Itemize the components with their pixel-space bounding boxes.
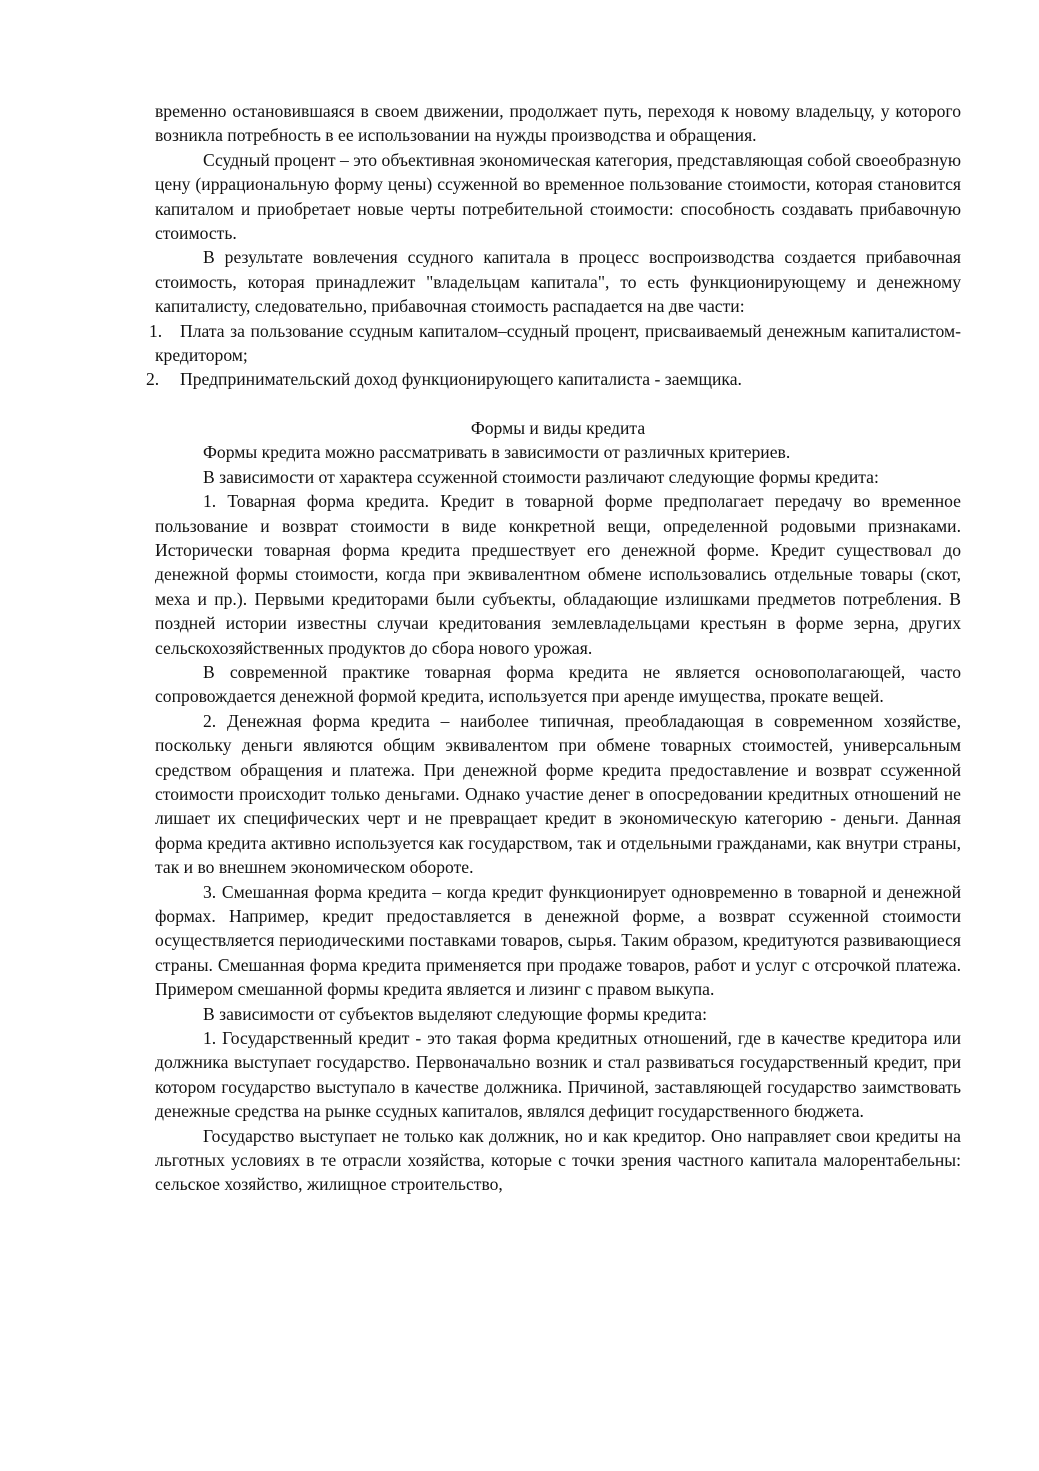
- list-item-number: 1.: [149, 320, 163, 341]
- paragraph-loan-interest: Ссудный процент – это объективная экономическая категория, представляющая собой своеобразную цену (иррациональную форму цены) ссуженной во временное пользование стоимости, которая становится капиталом и приобретает новые черты потребительной стоимости: способность создавать прибавочную стоимость.: [155, 149, 961, 244]
- paragraph-state-creditor: Государство выступает не только как должник, но и как кредитор. Оно направляет свои кредиты на льготных условиях в те отрасли хозяйства, которые с точки зрения частного капитала малорентабельны: сельское хозяйство, жилищное строительство,: [155, 1125, 961, 1195]
- paragraph-commodity-form: 1. Товарная форма кредита. Кредит в товарной форме предполагает передачу во временное пользование и возврат стоимости в виде конкретной вещи, определенной родовыми признаками. Исторически товарная форма кредита предшествует его денежной форме. Кредит существовал до денежной формы стоимости, когда при эквивалентном обмене использовались отдельные товары (скот, меха и пр.). Первыми кредиторами были субъекты, обладающие излишками предметов потребления. В поздней истории известны случаи кредитования землевладельцами крестьян в форме зерна, других сельскохозяйственных продуктов до сбора нового урожая.: [155, 491, 961, 658]
- section-heading: Формы и виды кредита: [470, 417, 646, 438]
- list-item-text: Плата за пользование ссудным капиталом–ссудный процент, присваиваемый денежным капиталистом-кредитором;: [155, 320, 961, 366]
- list-item: [149, 319, 961, 368]
- paragraph-forms-by-value: В зависимости от характера ссуженной стоимости различают следующие формы кредита:: [203, 466, 879, 487]
- paragraph-money-form: 2. Денежная форма кредита – наиболее типичная, преобладающая в современном хозяйстве, поскольку деньги являются общим эквивалентом при обмене товарных стоимостей, универсальным средством обращения и платежа. При денежной форме кредита предоставление и возврат ссуженной стоимости происходит только деньгами. Однако участие денег в опосредовании кредитных отношений не лишает их специфических черт и не превращает кредит в экономическую категорию - деньги. Данная форма кредита активно используется как государством, так и отдельными гражданами, как внутри страны, так и во внешнем экономическом обороте.: [155, 710, 961, 878]
- list-item-text: Предпринимательский доход функционирующего капиталиста - заемщика.: [180, 369, 742, 390]
- paragraph-state-credit: 1. Государственный кредит - это такая форма кредитных отношений, где в качестве кредитора или должника выступает государство. Первоначально возник и стал развиваться государственный кредит, при котором государство выступало в качестве должника. Причиной, заставляющей государство заимствовать денежные средства на рынке ссудных капиталов, являлся дефицит государственного бюджета.: [155, 1028, 961, 1122]
- paragraph-forms-by-subject: В зависимости от субъектов выделяют следующие формы кредита:: [203, 1003, 707, 1024]
- paragraph-surplus-value: В результате вовлечения ссудного капитала в процесс воспроизводства создается прибавочная стоимость, которая принадлежит "владельцам капитала", то есть функционирующему и денежному капиталисту, следовательно, прибавочная стоимость распадается на две части:: [155, 247, 961, 317]
- numbered-list: [146, 319, 961, 392]
- list-item: [146, 367, 961, 391]
- document-page: [146, 99, 961, 1197]
- paragraph-forms-criteria: Формы кредита можно рассматривать в зависимости от различных критериев.: [203, 442, 791, 463]
- paragraph-mixed-form: 3. Смешанная форма кредита – когда кредит функционирует одновременно в товарной и денежной формах. Например, кредит предоставляется в денежной форме, а возврат ссуженной стоимости осуществляется периодическими поставками товаров, сырья. Таким образом, кредитуются развивающиеся страны. Смешанная форма кредита применяется при продаже товаров, работ и услуг с отсрочкой платежа. Примером смешанной формы кредита является и лизинг с правом выкупа.: [155, 881, 961, 1000]
- paragraph-1: временно остановившаяся в своем движении, продолжает путь, переходя к новому владельцу, у которого возникла потребность в ее использовании на нужды производства и обращения.: [155, 101, 961, 146]
- list-item-number: 2.: [146, 369, 160, 390]
- paragraph-modern-practice: В современной практике товарная форма кредита не является основополагающей, часто сопровождается денежной формой кредита, используется при аренде имущества, прокате вещей.: [155, 661, 961, 707]
